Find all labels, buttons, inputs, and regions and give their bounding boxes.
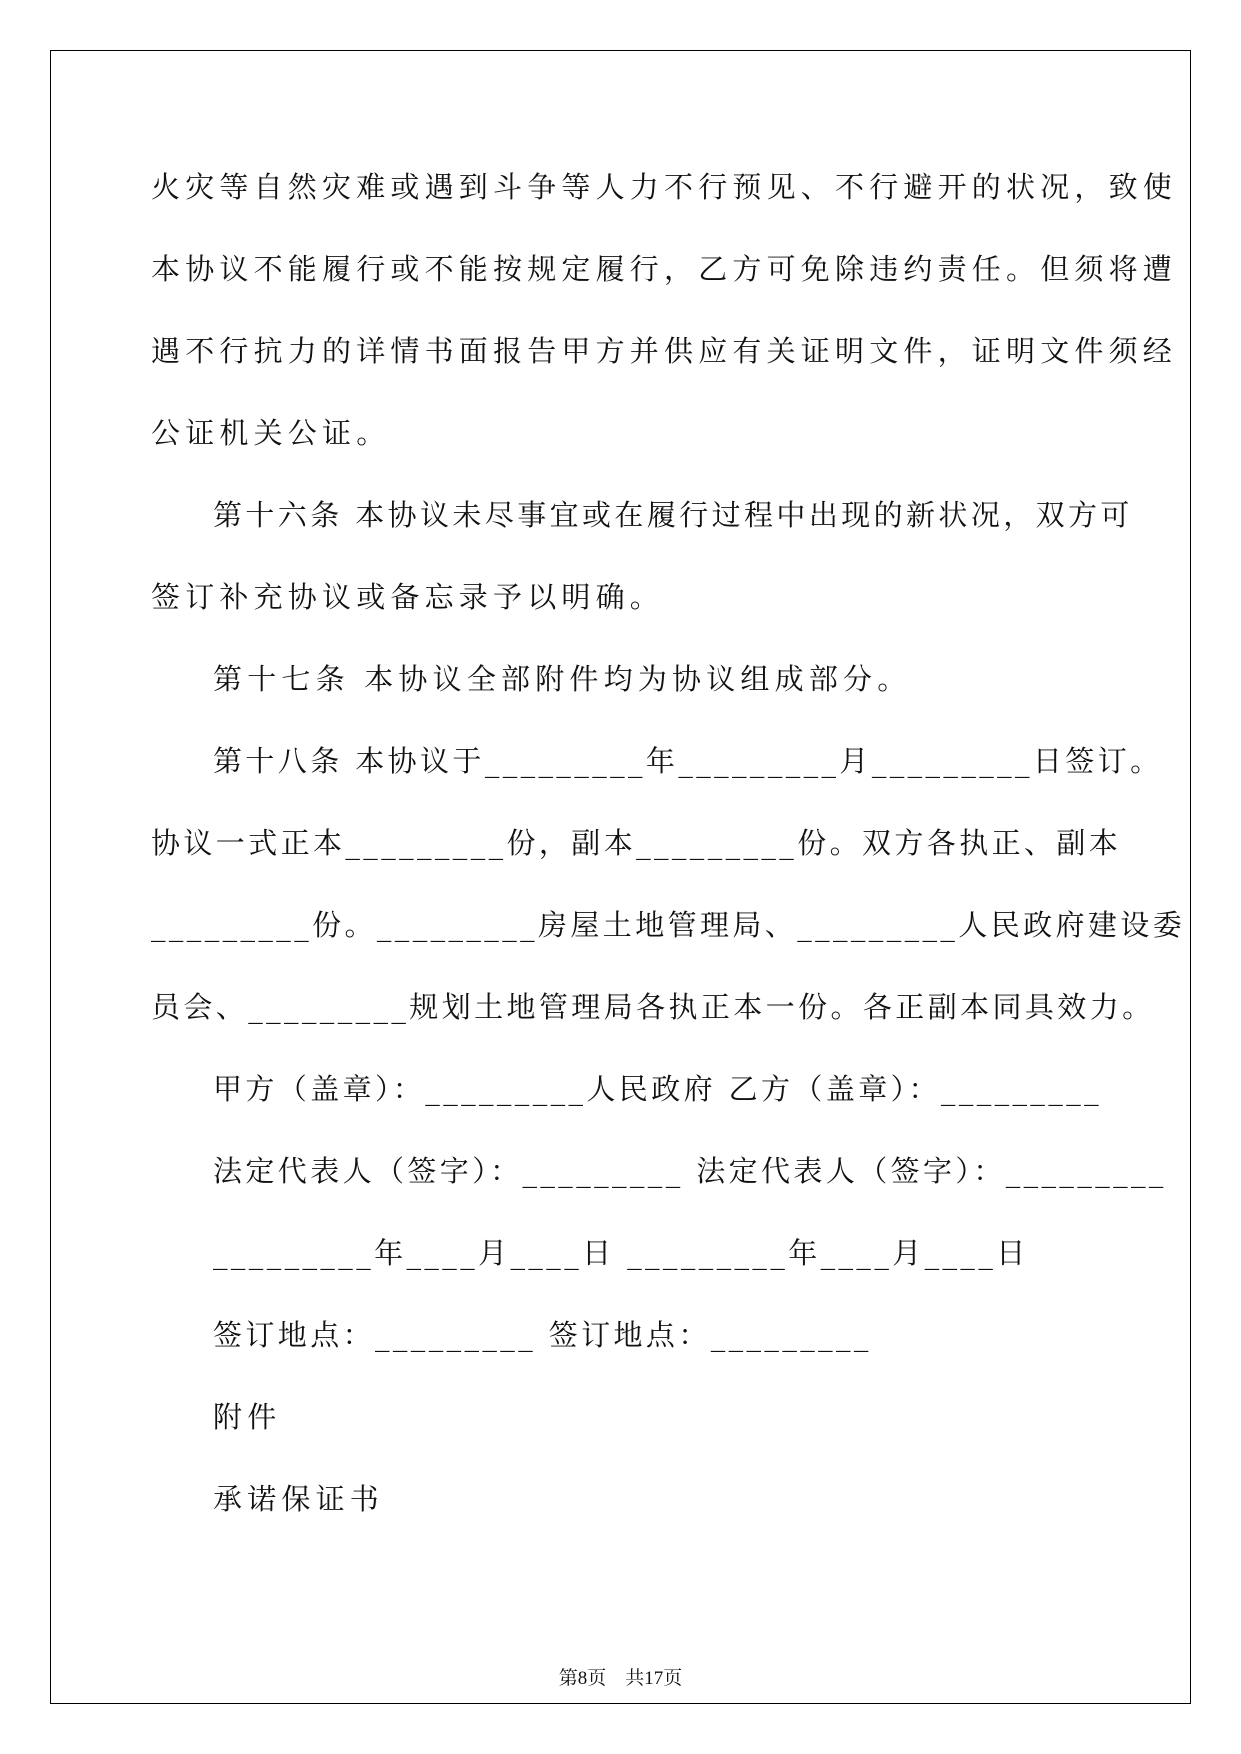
article-16: 第十六条 本协议未尽事宜或在履行过程中出现的新状况，双方可 — [213, 498, 1133, 532]
text-line-10: _________份。_________房屋土地管理局、_________人民政府建设委 — [151, 908, 1186, 942]
signing-place-line: 签订地点：_________ 签订地点：_________ — [213, 1318, 872, 1352]
attachment-heading: 附件 — [213, 1400, 282, 1434]
party-seal-line: 甲方（盖章）：_________人民政府 乙方（盖章）：_________ — [213, 1072, 1103, 1106]
page-footer: 第8页 共17页 — [558, 1668, 683, 1689]
article-17: 第十七条 本协议全部附件均为协议组成部分。 — [213, 662, 912, 696]
text-line-4: 公证机关公证。 — [151, 416, 391, 450]
text-line-2: 本协议不能履行或不能按规定履行，乙方可免除违约责任。但须将遭 — [151, 252, 1178, 286]
text-line-3: 遇不行抗力的详情书面报告甲方并供应有关证明文件，证明文件须经 — [151, 334, 1178, 368]
page-border — [50, 50, 1191, 1704]
article-18: 第十八条 本协议于_________年_________月_________日签订。 — [213, 744, 1163, 778]
text-line-9: 协议一式正本_________份，副本_________份。双方各执正、副本 — [151, 826, 1122, 860]
text-line-1: 火灾等自然灾难或遇到斗争等人力不行预见、不行避开的状况，致使 — [151, 170, 1178, 204]
commitment-heading: 承诺保证书 — [213, 1482, 385, 1516]
text-line-6: 签订补充协议或备忘录予以明确。 — [151, 580, 665, 614]
text-line-11: 员会、_________规划土地管理局各执正本一份。各正副本同具效力。 — [151, 990, 1155, 1024]
legal-rep-line: 法定代表人（签字）：_________ 法定代表人（签字）：_________ — [213, 1154, 1167, 1188]
date-line: _________年____月____日 _________年____月____日 — [213, 1236, 1029, 1270]
